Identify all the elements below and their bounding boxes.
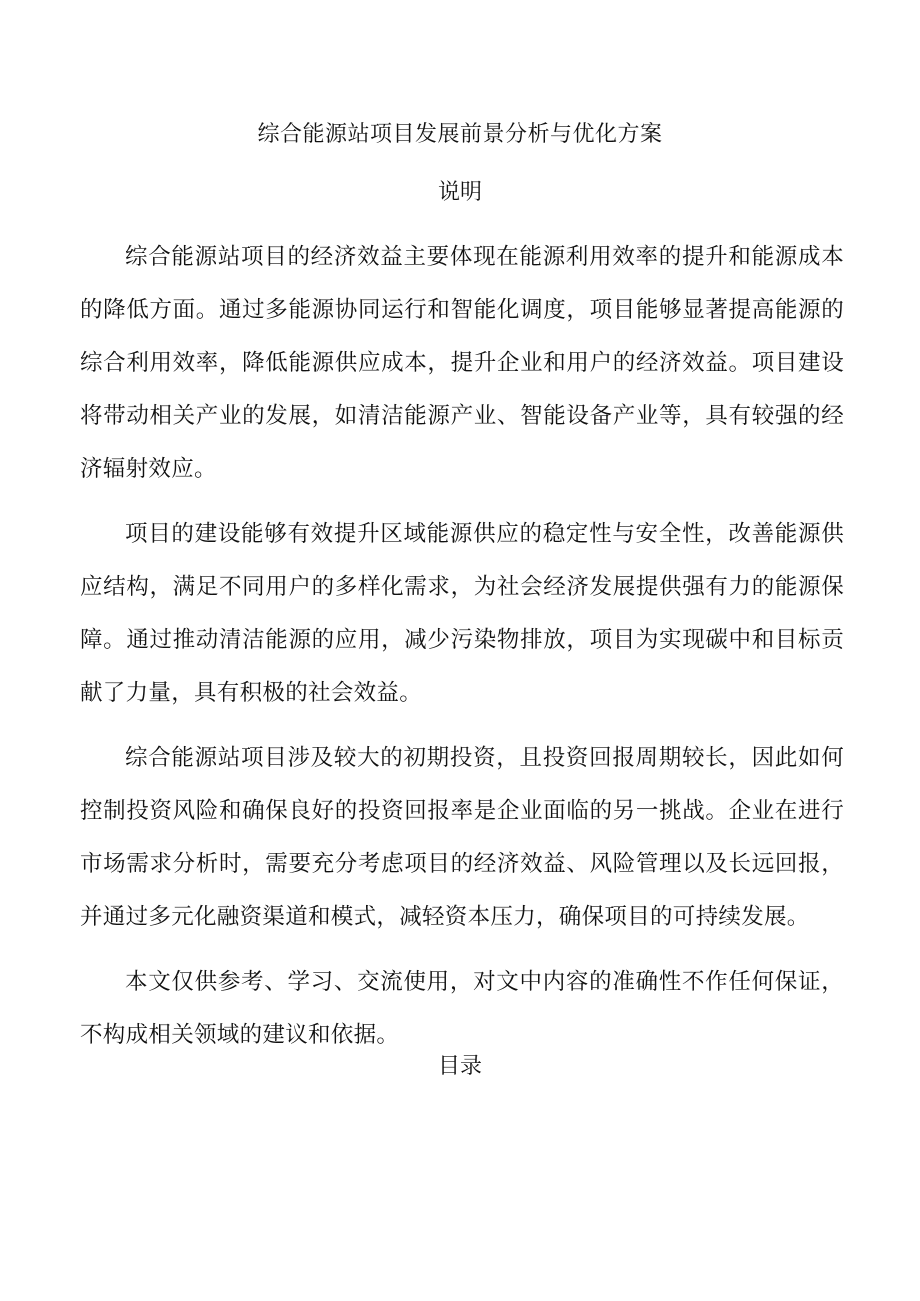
paragraph-economic-benefits: 综合能源站项目的经济效益主要体现在能源利用效率的提升和能源成本的降低方面。通过多能源协同运行和智能化调度，项目能够显著提高能源的综合利用效率，降低能源供应成本，提升企业和用户的经济效益。项目建设将带动相关产业的发展，如清洁能源产业、智能设备产业等，具有较强的经济辐射效应。 — [80, 244, 844, 482]
preface-body — [80, 231, 844, 1062]
paragraph-disclaimer: 本文仅供参考、学习、交流使用，对文中内容的准确性不作任何保证，不构成相关领域的建议和依据。 — [80, 969, 844, 1048]
toc-heading: 目录 — [437, 1054, 482, 1079]
paragraph-social-benefits: 项目的建设能够有效提升区域能源供应的稳定性与安全性，改善能源供应结构，满足不同用户的多样化需求，为社会经济发展提供强有力的能源保障。通过推动清洁能源的应用，减少污染物排放，项目为实现碳中和目标贡献了力量，具有积极的社会效益。 — [80, 521, 844, 706]
document-title: 综合能源站项目发展前景分析与优化方案 — [257, 122, 663, 147]
preface-heading: 说明 — [437, 180, 482, 205]
paragraph-investment-risk: 综合能源站项目涉及较大的初期投资，且投资回报周期较长，因此如何控制投资风险和确保良好的投资回报率是企业面临的另一挑战。企业在进行市场需求分析时，需要充分考虑项目的经济效益、风险管理以及长远回报，并通过多元化融资渠道和模式，减轻资本压力，确保项目的可持续发展。 — [80, 745, 844, 930]
